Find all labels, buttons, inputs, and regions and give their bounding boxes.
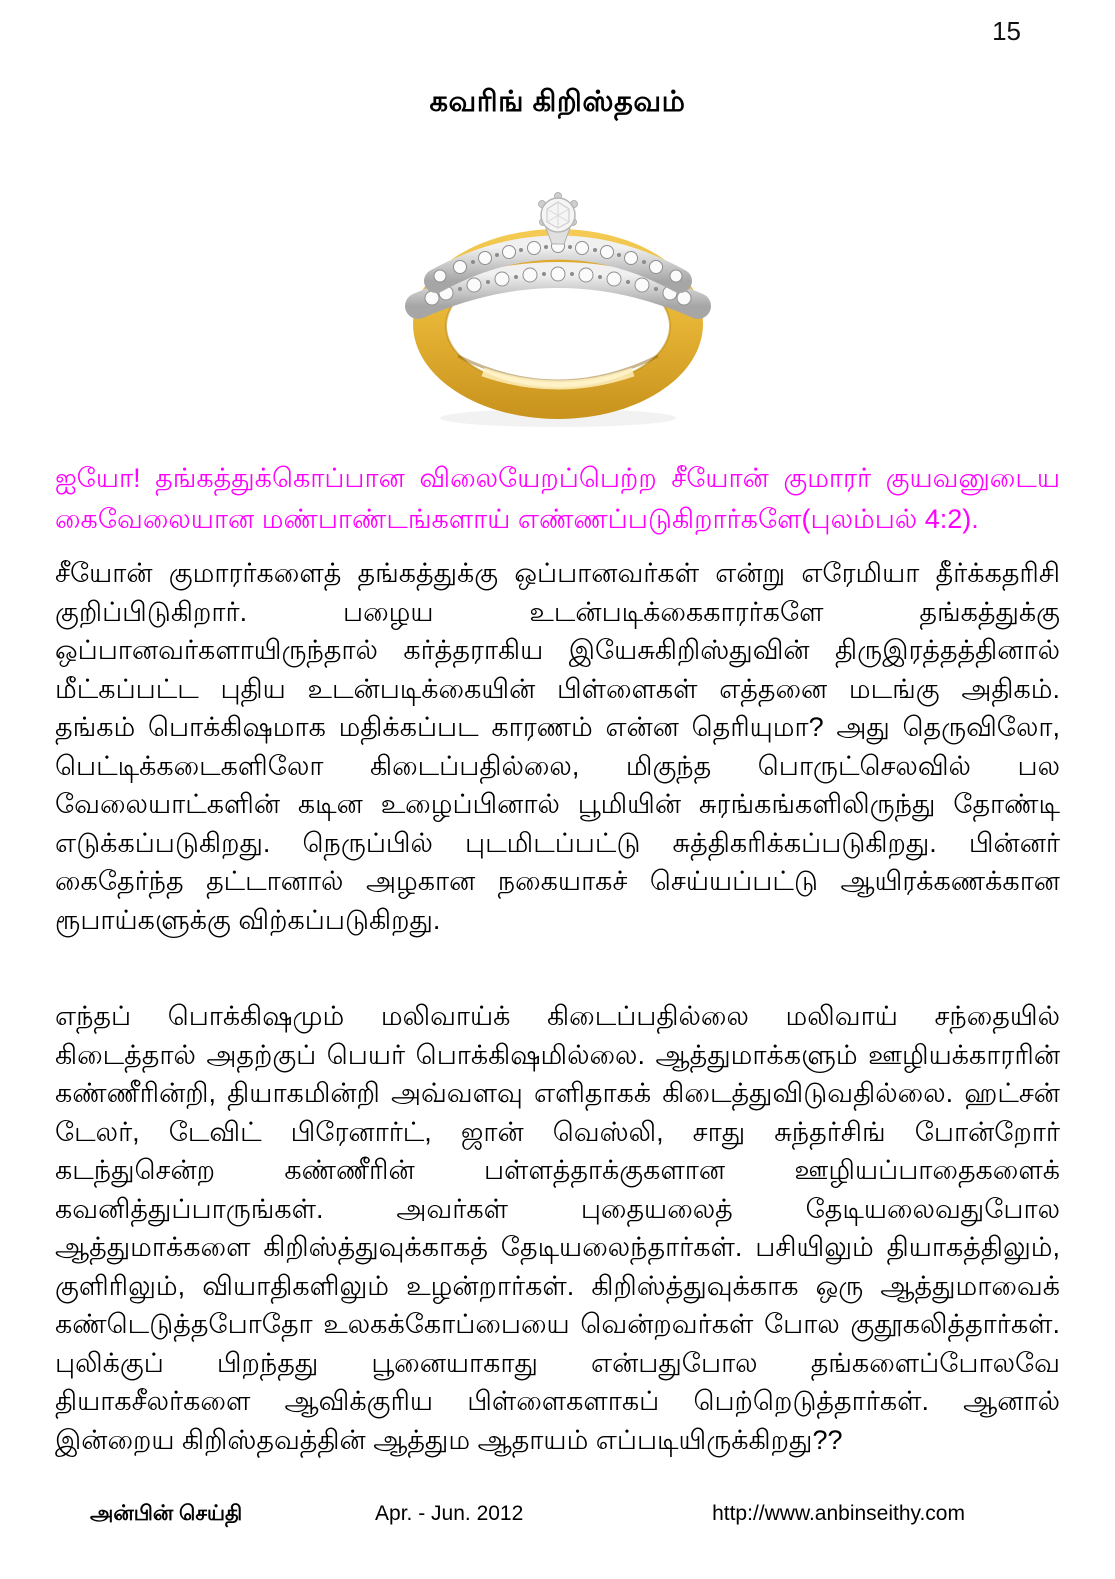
footer-magazine-name: அன்பின் செய்தி <box>90 1502 243 1525</box>
page-title: கவரிங் கிறிஸ்தவம் <box>429 86 686 118</box>
paragraph-1: சீயோன் குமாரர்களைத் தங்கத்துக்கு ஒப்பானவர்கள் என்று எரேமியா தீர்க்கதரிசி குறிப்பிடுகிறார். பழைய உடன்படிக்கைகாரர்களே தங்கத்துக்கு ஒப்பானவர்களாயிருந்தால் கர்த்தராகிய இயேசுகிறிஸ்துவின் திருஇரத்தத்தினால் மீட்கப்பட்ட புதிய உடன்படிக்கையின் பிள்ளைகள் எத்தனை மடங்கு அதிகம். தங்கம் பொக்கிஷமாக மதிக்கப்பட காரணம் என்ன தெரியுமா? அது தெருவிலோ, பெட்டிக்கடைகளிலோ கிடைப்பதில்லை, மிகுந்த பொருட்செலவில் பல வேலையாட்களின் கடின உழைப்பினால் பூமியின் சுரங்கங்களிலிருந்து தோண்டி எடுக்கப்படுகிறது. நெருப்பில் புடமிடப்பட்டு சுத்திகரிக்கப்படுகிறது. பின்னர் கைதேர்ந்த தட்டானால் அழகான நகையாகச் செய்யப்பட்டு ஆயிரக்கணக்கான ரூபாய்களுக்கு விற்கப்படுகிறது. <box>55 558 1060 935</box>
verse-text: ஐயோ! தங்கத்துக்கொப்பான விலையேறப்பெற்ற சீயோன் குமாரர் குயவனுடைய கைவேலையான மண்பாண்டங்களாய் எண்ணப்படுகிறார்களே(புலம்பல் 4:2). <box>55 463 1060 534</box>
page-number: 15 <box>992 16 1021 46</box>
page-footer <box>0 1502 1115 1528</box>
gold-diamond-ring-image <box>388 174 728 432</box>
paragraph-2: எந்தப் பொக்கிஷமும் மலிவாய்க் கிடைப்பதில்லை மலிவாய் சந்தையில் கிடைத்தால் அதற்குப் பெயர் பொக்கிஷமில்லை. ஆத்துமாக்களும் ஊழியக்காரரின் கண்ணீரின்றி, தியாகமின்றி அவ்வளவு எளிதாகக் கிடைத்துவிடுவதில்லை. ஹட்சன் டேலர், டேவிட் பிரேனார்ட், ஜான் வெஸ்லி, சாது சுந்தர்சிங் போன்றோர் கடந்துசென்ற கண்ணீரின் பள்ளத்தாக்குகளான ஊழியப்பாதைகளைக் கவனித்துப்பாருங்கள். அவர்கள் புதையலைத் தேடியலைவதுபோல ஆத்துமாக்களை கிறிஸ்த்துவுக்காகத் தேடியலைந்தார்கள். பசியிலும் தியாகத்திலும், குளிரிலும், வியாதிகளிலும் உழன்றார்கள். கிறிஸ்த்துவுக்காக ஒரு ஆத்துமாவைக் கண்டெடுத்தபோதோ உலகக்கோப்பையை வென்றவர்கள் போல குதூகலித்தார்கள். புலிக்குப் பிறந்தது பூனையாகாது என்பதுபோல தங்களைப்போலவே தியாகசீலர்களை ஆவிக்குரிய பிள்ளைகளாகப் பெற்றெடுத்தார்கள். ஆனால் இன்றைய கிறிஸ்தவத்தின் ஆத்தும ஆதாயம் எப்படியிருக்கிறது?? <box>55 1001 1060 1455</box>
ring-photo <box>388 174 728 432</box>
footer-website-url: http://www.anbinseithy.com <box>712 1502 965 1525</box>
footer-issue-date: Apr. - Jun. 2012 <box>375 1502 524 1525</box>
